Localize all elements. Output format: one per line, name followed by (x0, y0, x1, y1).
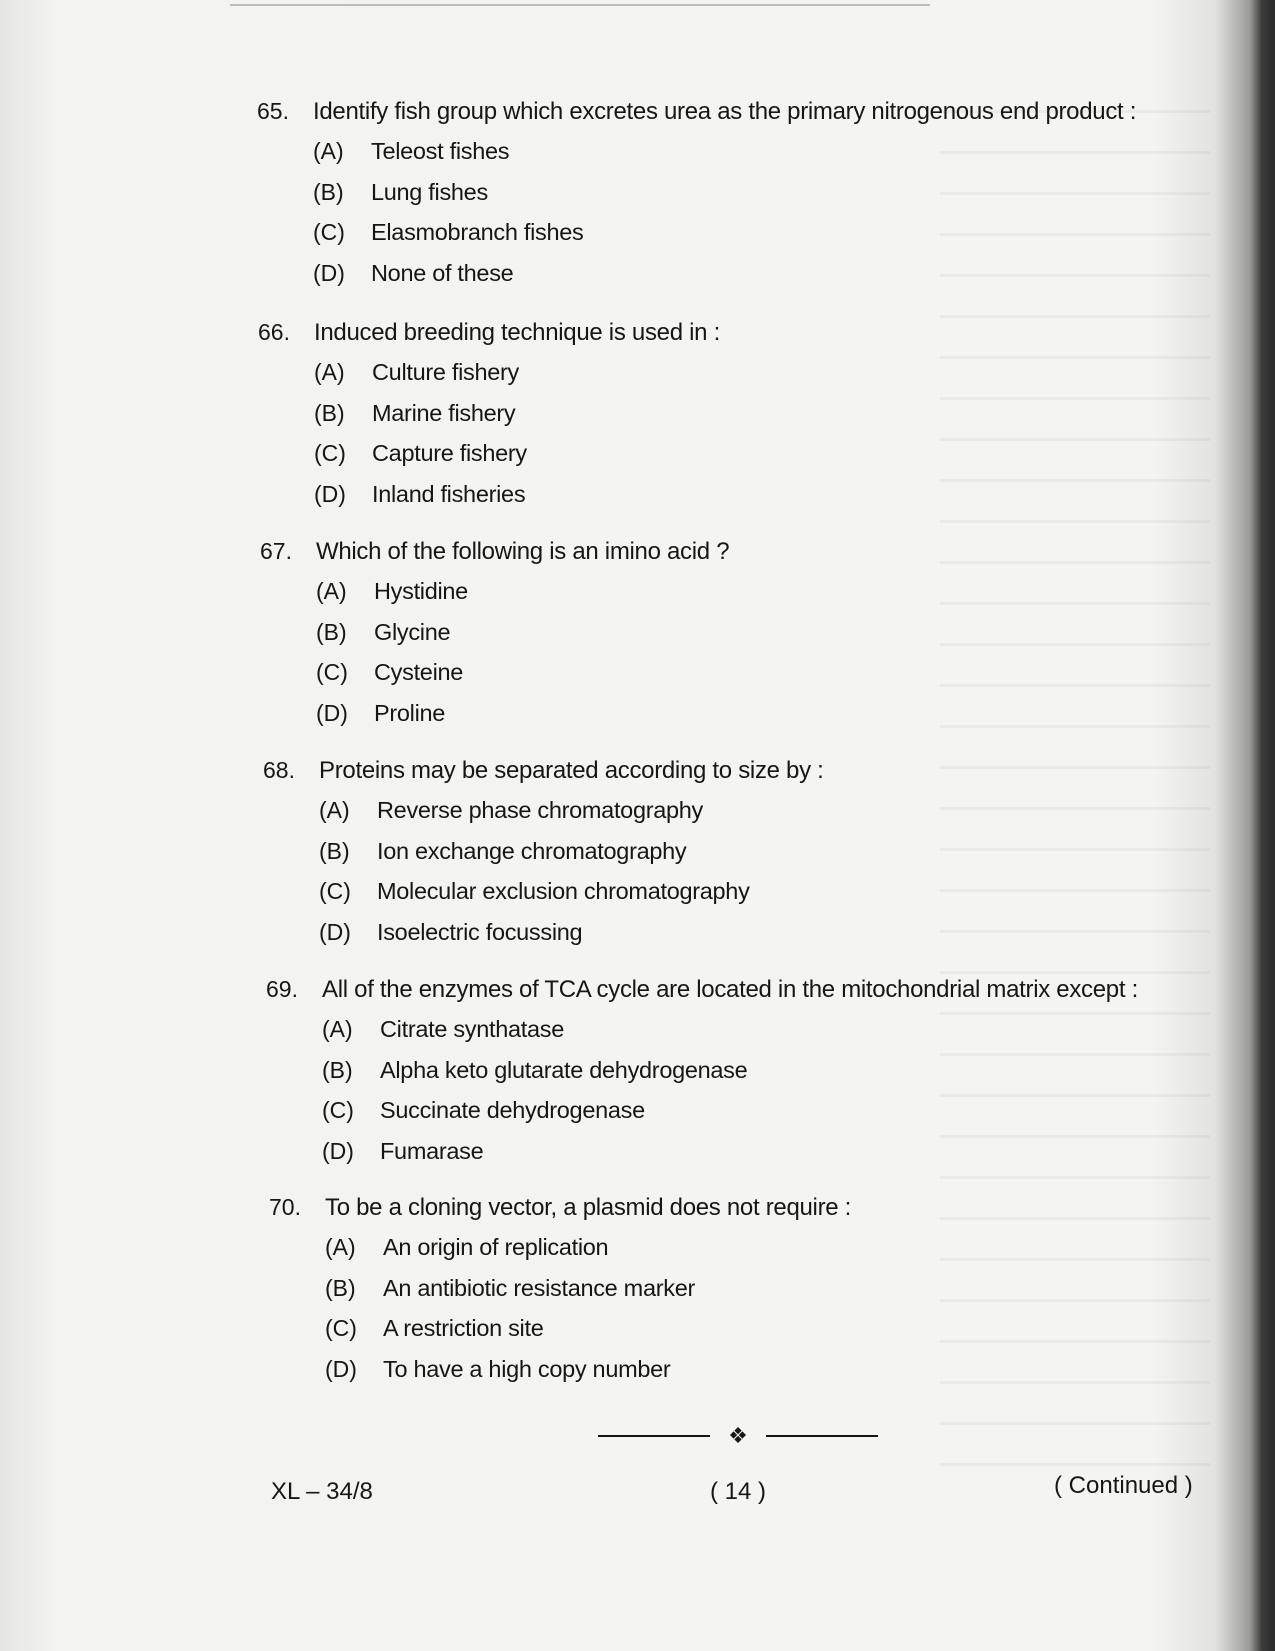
option-text: To have a high copy number (383, 1355, 671, 1382)
question-number: 70. (269, 1194, 301, 1220)
option-c (313, 219, 1157, 260)
divider-line-left (598, 1435, 710, 1437)
option-label: (B) (316, 618, 347, 645)
option-label: (B) (313, 178, 344, 205)
option-a (319, 797, 1163, 838)
option-text: An origin of replication (383, 1234, 609, 1260)
option-text: An antibiotic resistance marker (383, 1274, 696, 1301)
option-text: Culture fishery (372, 359, 519, 385)
option-a (325, 1234, 1169, 1275)
option-d (313, 260, 1157, 301)
option-text: Succinate dehydrogenase (380, 1097, 645, 1123)
option-d (319, 919, 1163, 960)
option-label: (D) (319, 918, 351, 945)
option-c (322, 1097, 1166, 1138)
option-label: (C) (319, 878, 351, 904)
option-b (316, 619, 1160, 660)
option-d (325, 1356, 1169, 1397)
option-d (314, 481, 1158, 522)
option-d (322, 1138, 1166, 1179)
question-text: All of the enzymes of TCA cycle are located in the mitochondrial matrix except : (322, 976, 1138, 1003)
question-70 (269, 1194, 1169, 1396)
option-label: (A) (316, 578, 347, 604)
page-top-edge (230, 4, 930, 6)
question-text: Which of the following is an imino acid ? (316, 538, 730, 565)
question-65 (257, 98, 1157, 300)
question-number: 69. (266, 976, 298, 1002)
option-label: (C) (314, 440, 346, 466)
option-text: A restriction site (383, 1315, 544, 1341)
question-number: 67. (260, 538, 292, 564)
option-c (316, 659, 1160, 700)
option-label: (C) (322, 1097, 354, 1123)
option-b (322, 1057, 1166, 1098)
option-text: Ion exchange chromatography (377, 837, 687, 864)
option-text: Hystidine (374, 578, 468, 604)
option-text: Cysteine (374, 659, 464, 685)
option-label: (D) (313, 259, 345, 286)
continued-note: ( Continued ) (1054, 1472, 1193, 1499)
option-text: Elasmobranch fishes (371, 219, 584, 245)
paper-code: XL – 34/8 (271, 1478, 373, 1505)
option-label: (B) (325, 1274, 356, 1301)
option-label: (B) (322, 1056, 353, 1083)
option-text: Reverse phase chromatography (377, 797, 704, 823)
option-a (322, 1016, 1166, 1057)
question-68 (263, 757, 1163, 959)
option-text: None of these (371, 259, 514, 286)
option-label: (A) (322, 1016, 353, 1042)
option-b (319, 838, 1163, 879)
page-number: ( 14 ) (710, 1478, 767, 1505)
option-text: Marine fishery (372, 399, 516, 426)
option-b (314, 400, 1158, 441)
option-c (319, 878, 1163, 919)
option-label: (B) (319, 837, 350, 864)
option-label: (B) (314, 399, 345, 426)
option-text: Teleost fishes (371, 138, 510, 164)
question-69 (266, 976, 1166, 1178)
option-a (313, 138, 1157, 179)
question-text: Identify fish group which excretes urea as the primary nitrogenous end product : (313, 98, 1137, 125)
option-b (325, 1275, 1169, 1316)
option-label: (A) (314, 359, 345, 385)
option-text: Capture fishery (372, 440, 527, 466)
option-text: Lung fishes (371, 178, 488, 205)
option-label: (A) (313, 138, 344, 164)
option-label: (D) (322, 1137, 354, 1164)
option-label: (C) (313, 219, 345, 245)
option-b (313, 179, 1157, 220)
question-text: Induced breeding technique is used in : (314, 319, 720, 346)
option-label: (C) (316, 659, 348, 685)
option-text: Alpha keto glutarate dehydrogenase (380, 1056, 748, 1083)
option-text: Fumarase (380, 1137, 484, 1164)
question-number: 65. (257, 98, 289, 124)
option-c (314, 440, 1158, 481)
option-d (316, 700, 1160, 741)
option-label: (A) (319, 797, 350, 823)
option-text: Proline (374, 699, 446, 726)
option-label: (D) (314, 480, 346, 507)
option-label: (D) (316, 699, 348, 726)
divider-line-right (766, 1435, 878, 1437)
question-text: To be a cloning vector, a plasmid does not require : (325, 1194, 852, 1221)
question-66 (258, 319, 1158, 521)
option-text: Molecular exclusion chromatography (377, 878, 750, 904)
option-text: Citrate synthatase (380, 1016, 565, 1042)
option-label: (D) (325, 1355, 357, 1382)
option-label: (A) (325, 1234, 356, 1260)
option-a (316, 578, 1160, 619)
option-text: Isoelectric focussing (377, 918, 583, 945)
question-text: Proteins may be separated according to size by : (319, 757, 824, 784)
diamond-ornament-icon: ❖ (728, 1423, 748, 1448)
question-67 (260, 538, 1160, 740)
option-a (314, 359, 1158, 400)
end-divider (598, 1424, 878, 1448)
option-text: Inland fisheries (372, 480, 526, 507)
question-number: 68. (263, 757, 295, 783)
option-c (325, 1315, 1169, 1356)
option-label: (C) (325, 1315, 357, 1341)
question-number: 66. (258, 319, 290, 345)
option-text: Glycine (374, 618, 451, 645)
